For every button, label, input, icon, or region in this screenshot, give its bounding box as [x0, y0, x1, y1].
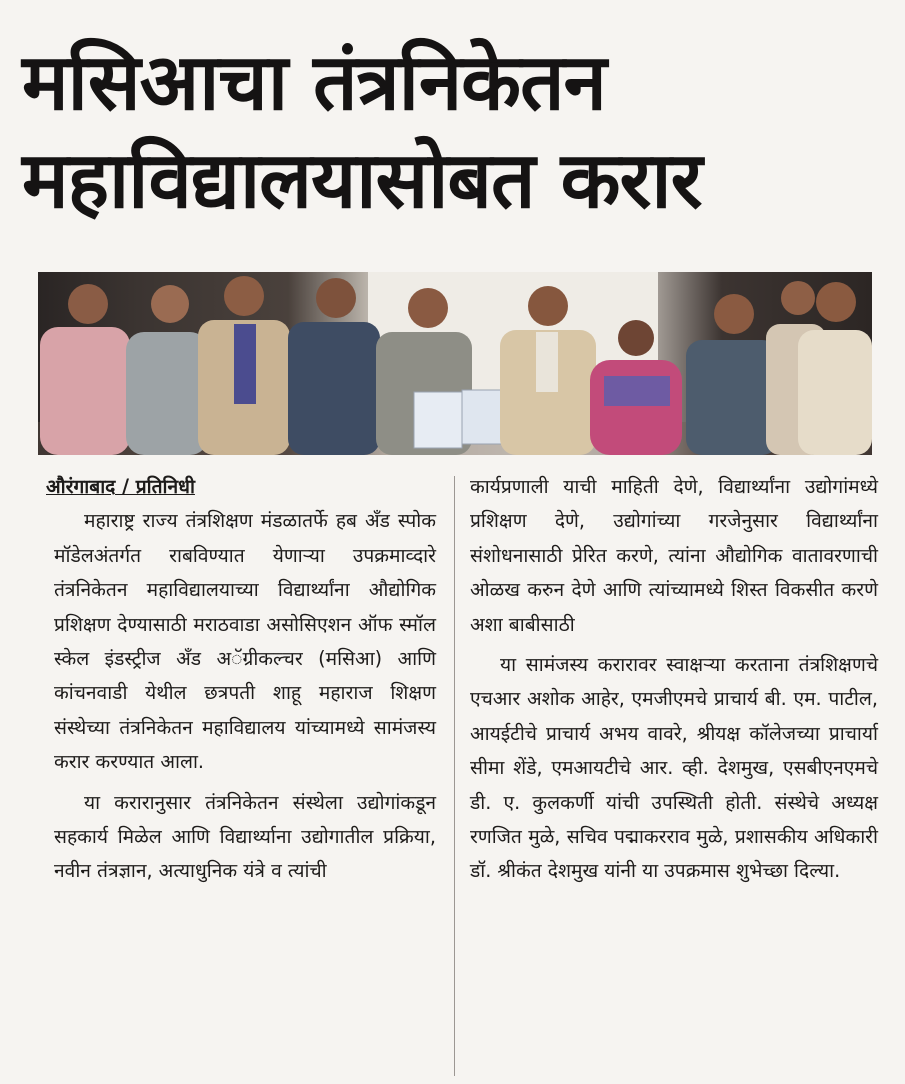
headline-line-1: मसिआचा तंत्रनिकेतन — [22, 38, 606, 128]
group-photo — [38, 272, 872, 455]
article-paragraph: या करारानुसार तंत्रनिकेतन संस्थेला उद्योगांकडून सहकार्य मिळेल आणि विद्यार्थ्याना उद्योगातील प्रक्रिया, नवीन तंत्रज्ञान, अत्याधुनिक यंत्रे व त्यांची — [54, 790, 436, 883]
article-paragraph: या सामंजस्य करारावर स्वाक्षऱ्या करताना तंत्रशिक्षणचे एचआर अशोक आहेर, एमजीएमचे प्राचार्य बी. एम. पाटील, आयईटीचे प्राचार्य अभय वावरे, श्रीयक्ष कॉलेजच्या प्राचार्या सीमा शेंडे, एमआयटीचे आर. व्ही. देशमुख, एसबीएनएमचे डी. ए. कुलकर्णी यांची उपस्थिती होती. संस्थेचे अध्यक्ष रणजित मुळे, सचिव पद्माकरराव मुळे, प्रशासकीय अधिकारी डॉ. श्रीकंत देशमुख यांनी या उपक्रमास शुभेच्छा दिल्या. — [470, 653, 878, 883]
headline-line-2: महाविद्यालयासोबत करार — [22, 136, 702, 226]
group-photo-icon — [38, 272, 872, 455]
article-paragraph: कार्यप्रणाली याची माहिती देणे, विद्यार्थ्यांना उद्योगांमध्ये प्रशिक्षण देणे, उद्योगांच्या गरजेनुसार विद्यार्थ्यांना संशोधनासाठी प्रेरित करणे, त्यांना औद्योगिक वातावरणाची ओळख करुन देणे आणि त्यांच्यामध्ये शिस्त विकसीत करणे अशा बाबीसाठी — [470, 475, 878, 636]
article-column-left — [46, 470, 436, 889]
headline — [22, 34, 892, 230]
article-body — [46, 470, 878, 1080]
column-divider — [454, 476, 455, 1076]
article-column-right — [470, 470, 878, 889]
dateline: औरंगाबाद / प्रतिनिधी — [46, 475, 195, 498]
article-paragraph: महाराष्ट्र राज्य तंत्रशिक्षण मंडळातर्फे हब अँड स्पोक मॉडेलअंतर्गत राबविण्यात येणाऱ्या उपक्रमाव्दारे तंत्रनिकेतन महाविद्यालयाच्या विद्यार्थ्यांना औद्योगिक प्रशिक्षण देण्यासाठी मराठवाडा असोसिएशन ऑफ स्मॉल स्केल इंडस्ट्रीज अँड अॅग्रीकल्चर (मसिआ) आणि कांचनवाडी येथील छत्रपती शाहू महाराज शिक्षण संस्थेच्या तंत्रनिकेतन महाविद्यालय यांच्यामध्ये सामंजस्य करार करण्यात आला. — [54, 509, 436, 774]
